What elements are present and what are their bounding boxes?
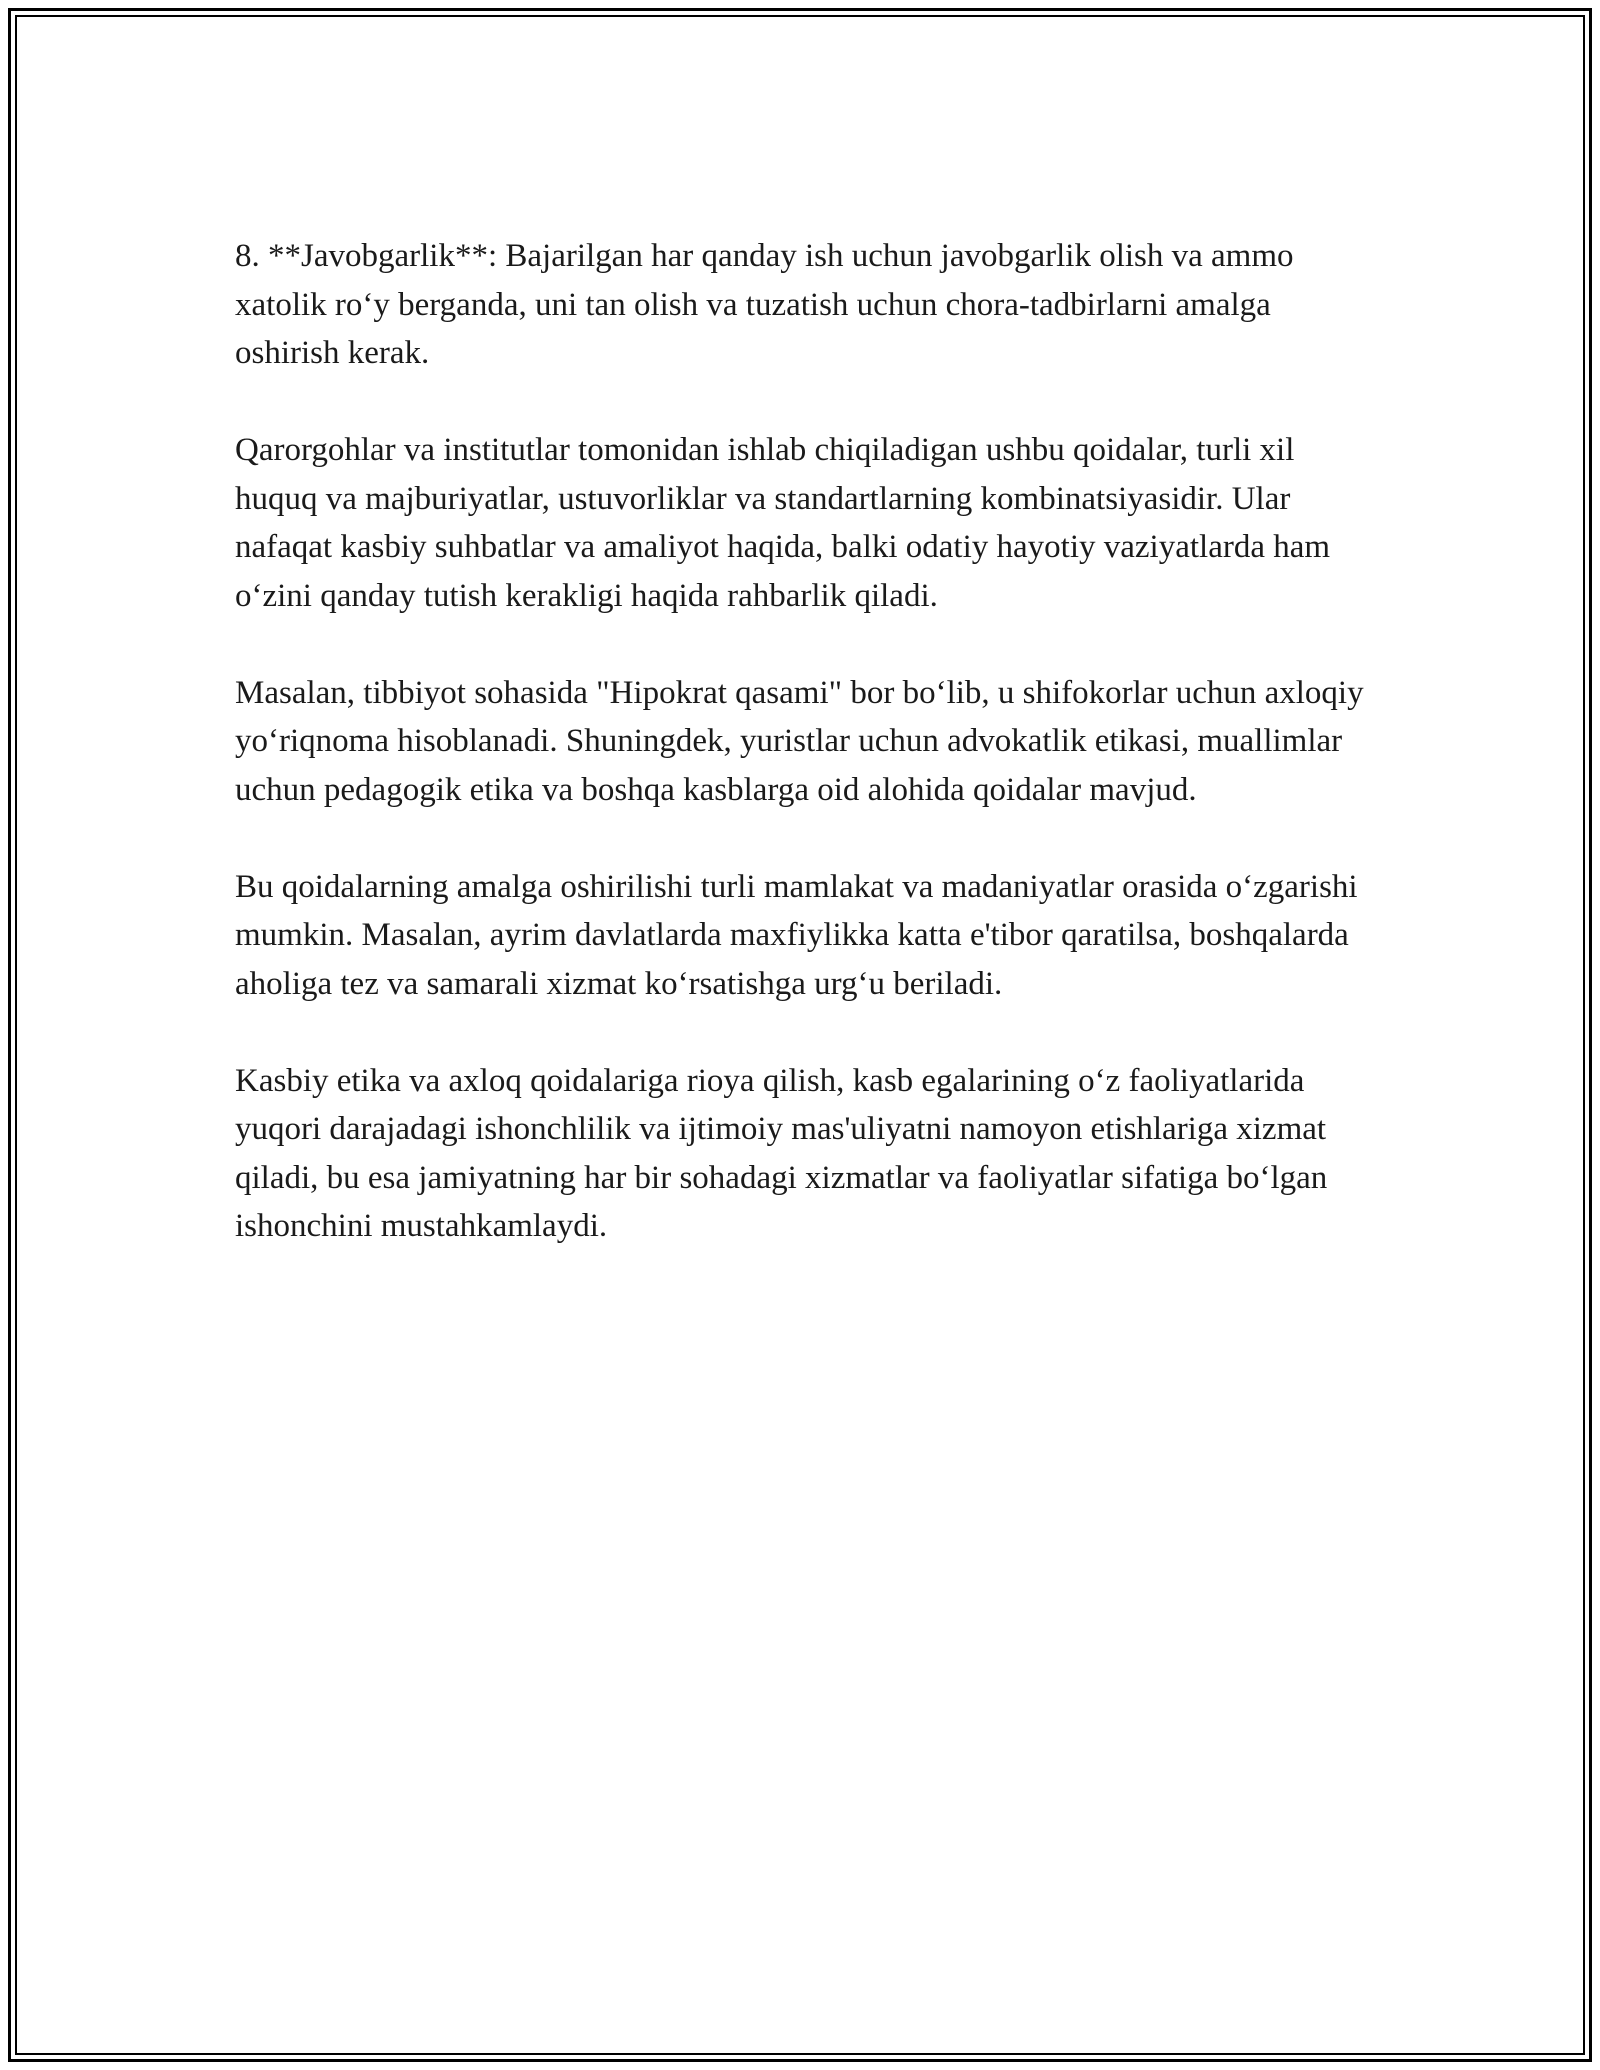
paragraph-conclusion: Kasbiy etika va axloq qoidalariga rioya qilish, kasb egalarining o‘z faoliyatlarida yuqori darajadagi ishonchlilik va ijtimoiy mas'uliyatni namoyon etishlariga xizmat qiladi, bu esa jamiyatning har bir sohadagi xizmatlar va faoliyatlar sifatiga bo‘lgan ishonchini mustahkamlaydi. [235, 1062, 1328, 1244]
paragraph-examples: Masalan, tibbiyot sohasida "Hipokrat qasami" bor bo‘lib, u shifokorlar uchun axloqiy yo‘riqnoma hisoblanadi. Shuningdek, yuristlar uchun advokatlik etikasi, muallimlar uchun pedagogik etika va boshqa kasblarga oid alohida qoidalar mavjud. [235, 674, 1364, 808]
paragraph-accountability: 8. **Javobgarlik**: Bajarilgan har qanday ish uchun javobgarlik olish va ammo xatolik ro‘y berganda, uni tan olish va tuzatish uchun chora-tadbirlarni amalga oshirish kerak. [235, 238, 1294, 371]
document-body [235, 232, 1375, 1251]
paragraph-rules-overview: Qarorgohlar va institutlar tomonidan ishlab chiqiladigan ushbu qoidalar, turli xil huquq va majburiyatlar, ustuvorliklar va standartlarning kombinatsiyasidir. Ular nafaqat kasbiy suhbatlar va amaliyot haqida, balki odatiy hayotiy vaziyatlarda ham o‘zini qanday tutish kerakligi haqida rahbarlik qiladi. [235, 432, 1331, 614]
paragraph-country-differences: Bu qoidalarning amalga oshirilishi turli mamlakat va madaniyatlar orasida o‘zgarishi mumkin. Masalan, ayrim davlatlarda maxfiylikka katta e'tibor qaratilsa, boshqalarda aholiga tez va samarali xizmat ko‘rsatishga urg‘u beriladi. [235, 868, 1358, 1002]
